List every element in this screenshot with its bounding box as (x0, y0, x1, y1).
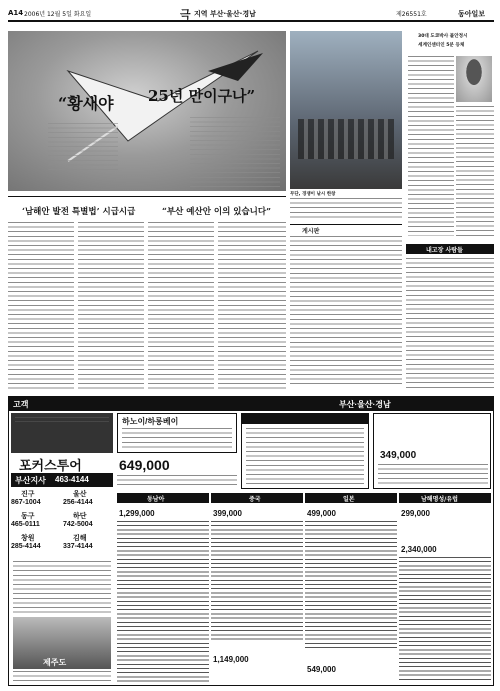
section-china: 중국 (249, 496, 261, 503)
phone-number: 463-4144 (55, 475, 89, 484)
section-header-sea (117, 493, 209, 503)
portrait-text-2 (456, 106, 494, 236)
office-name-4: 하단 (73, 513, 87, 520)
article-col-1 (8, 222, 74, 390)
portrait-caption-2: 세계인센터인 5분 등체 (418, 43, 465, 48)
hero-text-right (190, 117, 280, 187)
listing-china (211, 505, 303, 683)
bulletin-text (290, 236, 402, 388)
section-japan: 일본 (343, 496, 355, 503)
hero-photo (8, 31, 286, 191)
portrait-photo (456, 56, 492, 102)
headline-busan-budget: “부산 예산안 이의 있습니다” (162, 207, 271, 217)
headline-special-law: ‘남해안 발전 특별법’ 시급시급 (22, 207, 136, 217)
ad-hanoi-text (117, 475, 237, 489)
ad-banner-text-1: 고객 (13, 400, 29, 409)
section-logo: 극 (180, 8, 191, 21)
office-phone-3: 465-0111 (11, 521, 40, 528)
news-photo-fishing (290, 31, 402, 189)
paper-name: 동아일보 (458, 10, 486, 18)
divider (8, 196, 286, 197)
hero-title-b: 25년 만이구나” (148, 87, 256, 105)
section-header-europe (399, 493, 491, 503)
section-header-china (211, 493, 303, 503)
news-box-title: 내고장 사람들 (426, 247, 463, 254)
article-col-3 (148, 222, 214, 390)
ad-banner (9, 397, 493, 411)
office-phone-2: 256-4144 (63, 499, 93, 506)
price-main: 649,000 (119, 457, 170, 473)
phone-label: 부산지사 (15, 476, 46, 485)
office-name-2: 울산 (73, 491, 87, 498)
office-phone-4: 742-5004 (63, 521, 93, 528)
section-europe: 남해명성/유럽 (421, 496, 458, 503)
office-phone-5: 285-4144 (11, 543, 41, 550)
office-name-3: 동구 (21, 513, 35, 520)
jeju-label: 제주도 (43, 658, 67, 667)
listing-japan (305, 505, 397, 683)
phone-bar (11, 473, 113, 487)
price-japan-2: 549,000 (307, 665, 336, 674)
masthead (8, 6, 494, 22)
photo-caption-text (290, 198, 402, 218)
office-phone-1: 867-1004 (11, 499, 41, 506)
bulletin-rule (290, 224, 402, 225)
price-japan-1: 499,000 (307, 509, 336, 518)
office-name-1: 진구 (21, 491, 35, 498)
price-europe-2: 2,340,000 (401, 545, 437, 554)
office-name-5: 창원 (21, 535, 35, 542)
brand-banner (11, 413, 113, 453)
ad-hanoi (117, 413, 237, 453)
portrait-caption-1: 30대 도쿄박사 불안정시 (418, 34, 468, 39)
jeju-text (13, 671, 111, 683)
news-box-bar (406, 244, 494, 254)
article-col-2 (78, 222, 144, 390)
section-sea: 동남아 (147, 496, 165, 503)
price-china-2: 1,149,000 (213, 655, 249, 664)
section-title: 지역 부산·울산·경남 (194, 10, 256, 18)
office-name-6: 김해 (73, 535, 87, 542)
price-china-1: 399,000 (213, 509, 242, 518)
brand-name: 포커스투어 (19, 458, 82, 473)
issue-number: 제26551호 (396, 11, 427, 18)
news-box-text (406, 258, 494, 388)
listing-sea (117, 505, 209, 683)
ad-taiwan (241, 413, 369, 489)
portrait-text-1 (408, 56, 454, 236)
price-sea-1: 1,299,000 (119, 509, 155, 518)
photo-caption: 무단, 경쟁이 낚시 한창 (290, 192, 336, 197)
price-europe: 349,000 (380, 450, 417, 461)
travel-ad-block (8, 396, 494, 686)
listing-europe (399, 505, 491, 683)
hero-text-left (48, 123, 118, 171)
section-header-japan (305, 493, 397, 503)
page-number: A14 (8, 9, 24, 17)
hero-title-a: “황새야 (58, 94, 114, 113)
trip-name: 하노이/하롱베이 (122, 417, 179, 426)
ad-banner-text-2: 부산·울산·경남 (339, 400, 391, 409)
left-ad-text (13, 561, 111, 613)
issue-date: 2006년 12월 5일 화요일 (24, 11, 92, 18)
article-col-4 (218, 222, 286, 390)
office-phone-6: 337-4144 (63, 543, 93, 550)
bulletin-title: 게시판 (302, 228, 320, 235)
office-list (11, 489, 113, 557)
ad-europe (373, 413, 491, 489)
price-europe-1: 299,000 (401, 509, 430, 518)
